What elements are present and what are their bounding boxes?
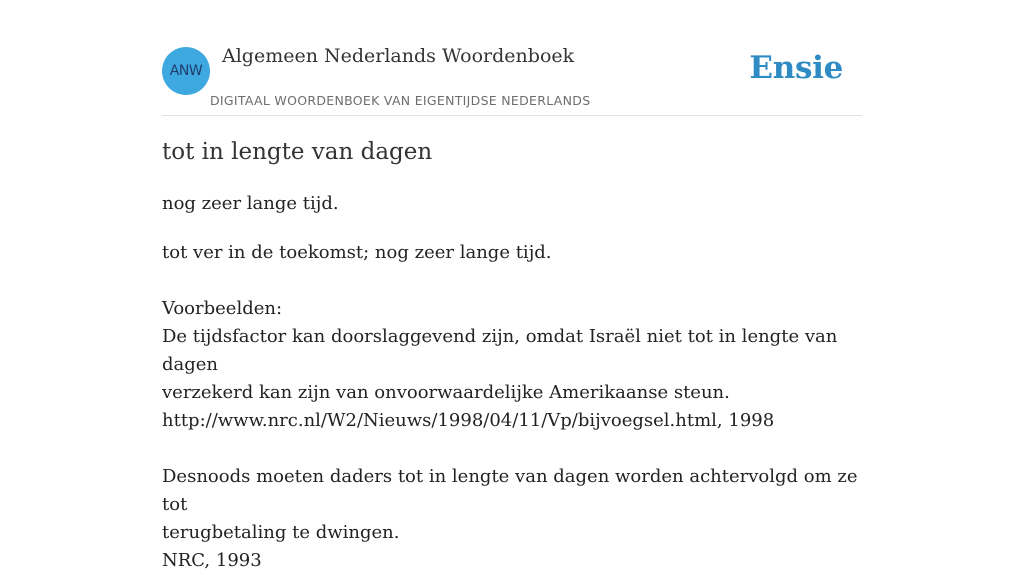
- entry-headword: tot in lengte van dagen: [162, 139, 433, 165]
- entry-meaning: tot ver in de toekomst; nog zeer lange tijd.: [162, 242, 552, 263]
- entry-definition: nog zeer lange tijd.: [162, 193, 339, 214]
- examples-label: Voorbeelden:: [162, 298, 283, 319]
- blank-line: [162, 267, 862, 295]
- example-source: http://www.nrc.nl/W2/Nieuws/1998/04/11/Vp/bijvoegsel.html, 1998: [162, 410, 775, 431]
- site-title[interactable]: Algemeen Nederlands Woordenboek: [222, 45, 575, 67]
- site-subtitle: DIGITAAL WOORDENBOEK VAN EIGENTIJDSE NEDERLANDS: [210, 93, 591, 108]
- example-source: NRC, 1993: [162, 550, 262, 571]
- anw-logo[interactable]: [162, 47, 210, 95]
- page-container: [162, 0, 862, 571]
- anw-logo-text: ANW: [169, 63, 203, 79]
- site-header: [162, 0, 862, 116]
- example-text: terugbetaling te dwingen.: [162, 522, 400, 543]
- example-text: verzekerd kan zijn van onvoorwaardelijke Amerikaanse steun.: [162, 382, 730, 403]
- example-text: Desnoods moeten daders tot in lengte van dagen worden achtervolgd om ze tot: [162, 466, 858, 515]
- blank-line: [162, 435, 862, 463]
- ensie-brand-link[interactable]: Ensie: [749, 50, 843, 86]
- entry-body: [162, 239, 862, 575]
- example-text: De tijdsfactor kan doorslaggevend zijn, omdat Israël niet tot in lengte van dagen: [162, 326, 838, 375]
